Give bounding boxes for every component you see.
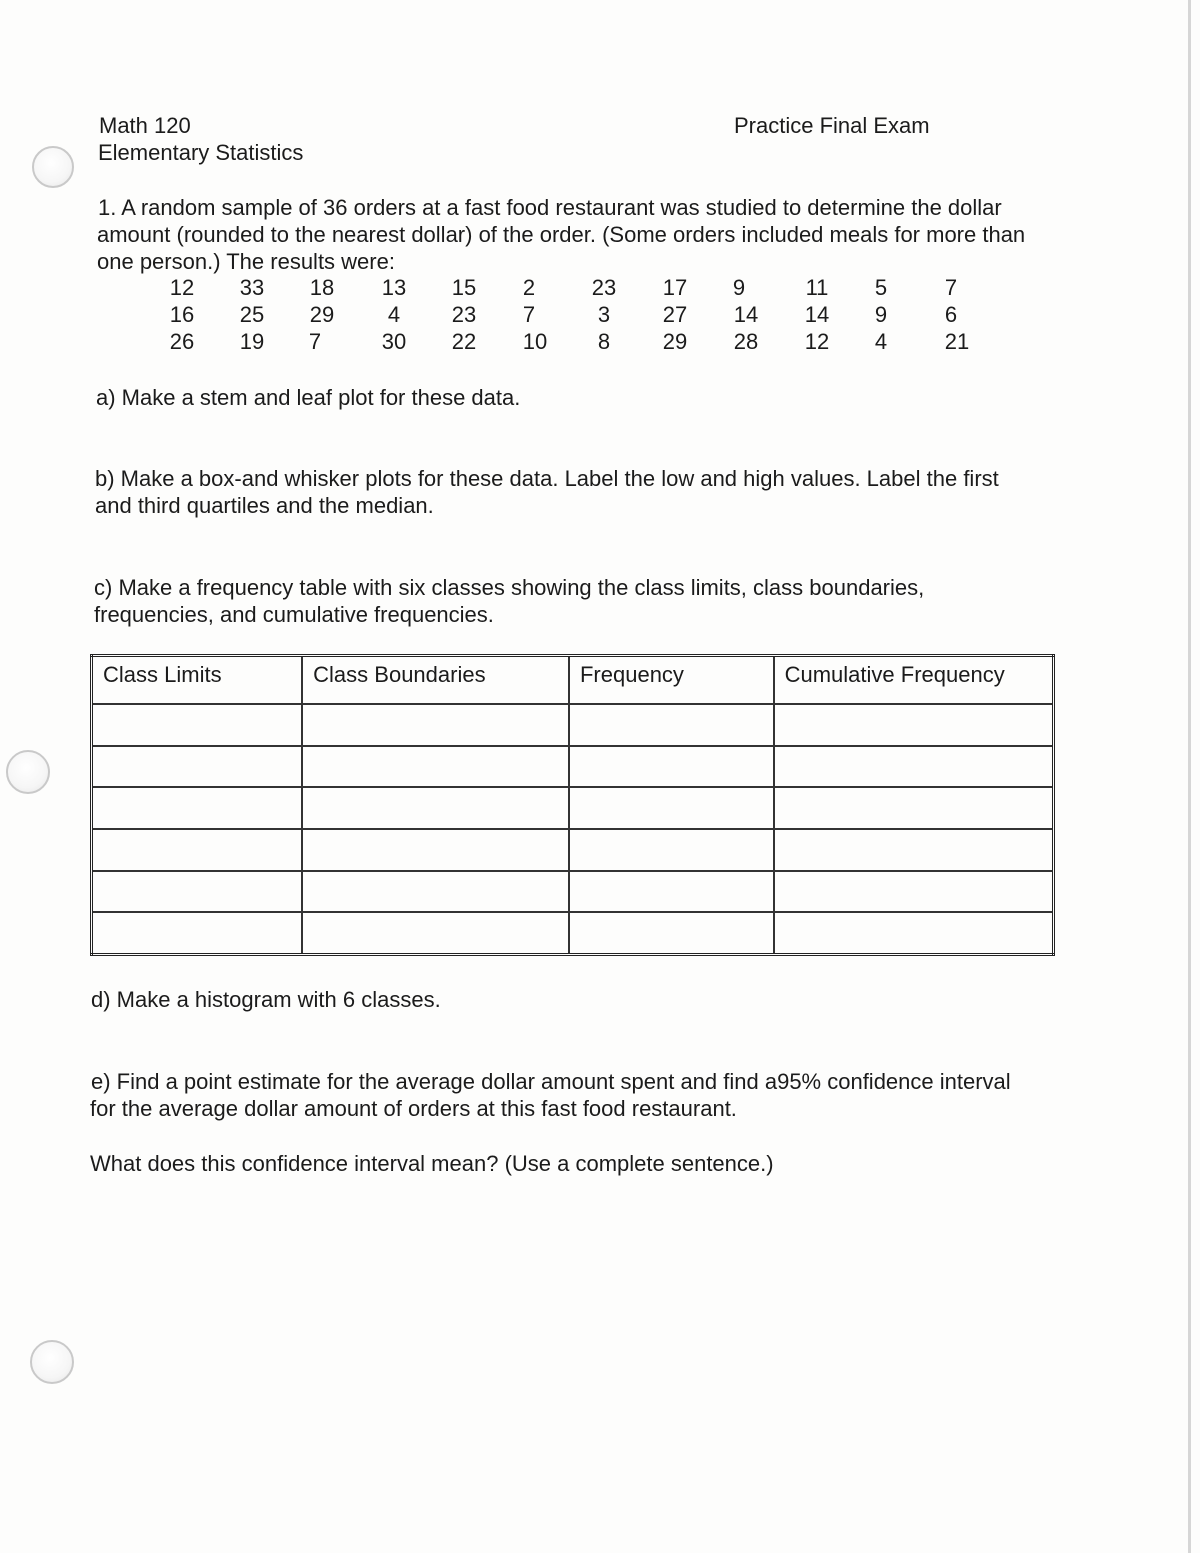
part-a-prompt: a) Make a stem and leaf plot for these data. — [96, 385, 521, 410]
part-e-prompt-line-2: for the average dollar amount of orders at this fast food restaurant. — [90, 1096, 737, 1121]
table-cell[interactable] — [774, 704, 1054, 746]
table-row — [92, 704, 1054, 746]
binder-hole-middle — [6, 750, 50, 794]
table-cell[interactable] — [302, 787, 569, 829]
data-value: 29 — [662, 329, 688, 354]
data-value: 11 — [805, 275, 829, 300]
table-cell[interactable] — [92, 746, 303, 788]
table-cell[interactable] — [569, 912, 774, 954]
table-cell[interactable] — [92, 787, 303, 829]
data-value: 14 — [804, 302, 830, 327]
data-value: 28 — [733, 329, 759, 354]
table-cell[interactable] — [569, 871, 774, 913]
course-name: Elementary Statistics — [98, 140, 304, 165]
table-cell[interactable] — [92, 871, 303, 913]
data-value: 29 — [309, 302, 335, 327]
course-number: Math 120 — [99, 113, 191, 138]
part-b-prompt-line-1: b) Make a box-and whisker plots for these data. Label the low and high values. Label the first — [95, 466, 999, 491]
data-value: 7 — [308, 329, 322, 354]
table-cell[interactable] — [774, 871, 1054, 913]
page-edge — [1188, 0, 1191, 1553]
data-value: 23 — [591, 275, 617, 300]
table-header-row — [92, 656, 1054, 705]
part-d-prompt: d) Make a histogram with 6 classes. — [91, 987, 441, 1012]
table-row — [92, 787, 1054, 829]
question-intro-line-2: amount (rounded to the nearest dollar) of the order. (Some orders included meals for more than — [97, 222, 1026, 247]
table-cell[interactable] — [569, 746, 774, 788]
data-value: 22 — [451, 329, 477, 354]
table-cell[interactable] — [774, 829, 1054, 871]
data-value: 18 — [309, 275, 335, 300]
table-cell[interactable] — [569, 787, 774, 829]
table-row — [92, 829, 1054, 871]
data-value: 3 — [597, 302, 611, 327]
data-value: 25 — [239, 302, 265, 327]
header-cumulative-frequency: Cumulative Frequency — [774, 656, 1054, 705]
table-cell[interactable] — [302, 912, 569, 954]
table-cell[interactable] — [774, 787, 1054, 829]
part-b-prompt-line-2: and third quartiles and the median. — [95, 493, 434, 518]
data-value: 12 — [804, 329, 830, 354]
data-value: 26 — [169, 329, 195, 354]
data-value: 17 — [662, 275, 688, 300]
exam-title: Practice Final Exam — [734, 113, 930, 138]
part-c-prompt-line-1: c) Make a frequency table with six classes showing the class limits, class boundaries, — [94, 575, 925, 600]
data-value: 5 — [874, 275, 888, 300]
data-value: 33 — [239, 275, 265, 300]
data-value: 9 — [732, 275, 746, 300]
table-row — [92, 871, 1054, 913]
part-e-prompt-line-1: e) Find a point estimate for the average dollar amount spent and find a95% confidence interval — [91, 1069, 1011, 1094]
data-value: 7 — [522, 302, 536, 327]
header-frequency: Frequency — [569, 656, 774, 705]
data-value: 8 — [597, 329, 611, 354]
binder-hole-bottom — [30, 1340, 74, 1384]
table-cell[interactable] — [302, 704, 569, 746]
data-value: 21 — [944, 329, 970, 354]
data-value: 23 — [451, 302, 477, 327]
data-value: 16 — [169, 302, 195, 327]
table-cell[interactable] — [92, 912, 303, 954]
data-value: 13 — [381, 275, 407, 300]
data-value: 12 — [169, 275, 195, 300]
part-c-prompt-line-2: frequencies, and cumulative frequencies. — [94, 602, 494, 627]
table-cell[interactable] — [774, 746, 1054, 788]
table-row — [92, 912, 1054, 954]
data-value: 2 — [522, 275, 536, 300]
data-value: 27 — [662, 302, 688, 327]
table-cell[interactable] — [569, 704, 774, 746]
data-value: 7 — [944, 275, 958, 300]
table-cell[interactable] — [569, 829, 774, 871]
data-value: 15 — [451, 275, 477, 300]
table-row — [92, 746, 1054, 788]
data-value: 4 — [874, 329, 888, 354]
binder-hole-top — [32, 146, 74, 188]
data-value: 14 — [733, 302, 759, 327]
data-value: 30 — [381, 329, 407, 354]
table-cell[interactable] — [302, 871, 569, 913]
header-class-limits: Class Limits — [92, 656, 303, 705]
frequency-table — [90, 654, 1055, 956]
question-intro-line-1: 1. A random sample of 36 orders at a fast food restaurant was studied to determine the dollar — [98, 195, 1002, 220]
table-cell[interactable] — [92, 829, 303, 871]
table-cell[interactable] — [302, 829, 569, 871]
data-value: 4 — [387, 302, 401, 327]
table-cell[interactable] — [92, 704, 303, 746]
part-e-question: What does this confidence interval mean? (Use a complete sentence.) — [90, 1151, 774, 1176]
table-cell[interactable] — [302, 746, 569, 788]
header-class-boundaries: Class Boundaries — [302, 656, 569, 705]
data-value: 10 — [522, 329, 548, 354]
table-cell[interactable] — [774, 912, 1054, 954]
data-value: 9 — [874, 302, 888, 327]
data-value: 6 — [944, 302, 958, 327]
question-intro-line-3: one person.) The results were: — [97, 249, 395, 274]
data-value: 19 — [239, 329, 265, 354]
